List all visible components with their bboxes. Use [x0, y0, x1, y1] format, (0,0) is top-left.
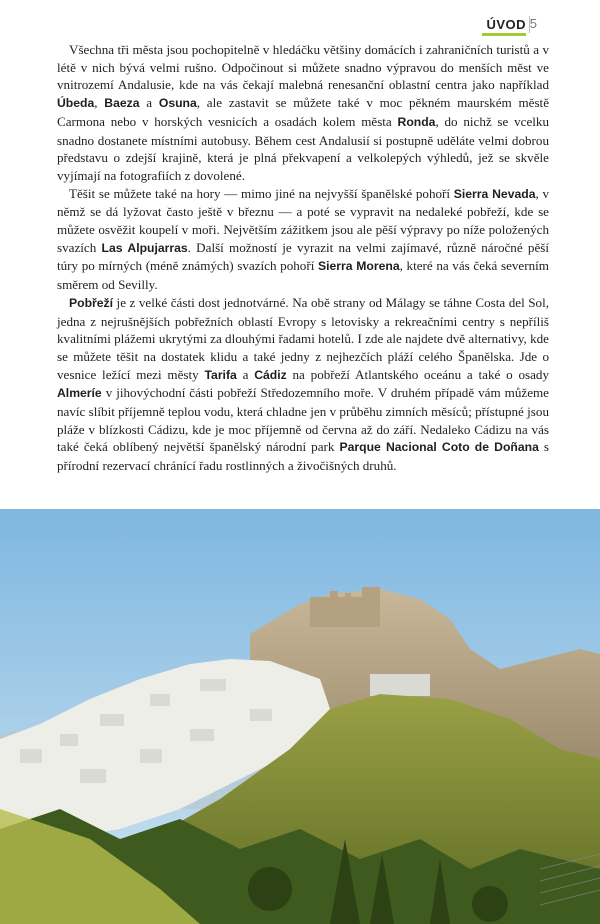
- page-number: 5: [529, 16, 537, 31]
- text-run: a: [139, 95, 159, 111]
- place-name: Las Alpujarras: [101, 240, 188, 255]
- text-run: . Další možností je vyrazit na velmi zajímavé, různě náročné pěší túry po mírných (méně známých) svazích pohoří: [57, 239, 549, 274]
- text-run: Těšit se můžete také na hory — mimo jiné na nejvyšší španělské pohoří: [69, 185, 454, 201]
- place-name: Almeríe: [57, 386, 102, 401]
- text-run: s přírodní rezervací chránící řadu rostlinných a živočišných druhů.: [57, 439, 550, 474]
- text-run: , ale zastavit se můžete také v moc pěkném maurském městě Carmona nebo v horských vesnicích a osadách kolem města: [57, 95, 550, 129]
- text-run: , v němž se dá lyžovat často ještě v březnu — a poté se vypravit na nedaleké pobřeží, kde se můžete osvěžit koupelí v moři. Největším zážitkem jsou ale pěší výpravy po níže položených svazích: [57, 185, 549, 255]
- place-name: Sierra Nevada: [453, 186, 536, 201]
- place-name: Úbeda: [57, 96, 95, 111]
- place-name: Pobřeží: [69, 295, 114, 310]
- page-header: [0, 14, 600, 36]
- body-text: [57, 41, 549, 475]
- text-run: a: [236, 366, 255, 382]
- place-name: Ronda: [397, 114, 436, 129]
- place-name: Parque Nacional Coto de Doñana: [339, 440, 539, 455]
- landscape-photo: [0, 509, 600, 924]
- place-name: Baeza: [104, 96, 140, 111]
- text-run: v jihovýchodní části pobřeží Středozemního moře. V druhém případě vám můžeme navíc slíbit příjemně teplou vodu, která chladne jen v průběhu zimních měsíců; přístupné jsou pláže v blízkosti Cádizu, kde je moc příjemně od června až do září. Nedaleko Cádizu na vás také čeká oblíbený největší španělský národní park: [57, 385, 549, 455]
- text-run: na pobřeží Atlantského oceánu a také o osady: [286, 366, 550, 382]
- place-name: Sierra Morena: [317, 259, 400, 274]
- place-name: Osuna: [158, 96, 197, 111]
- paragraph-mountains: [57, 185, 549, 294]
- text-run: ,: [94, 95, 105, 111]
- text-run: je z velké části dost jednotvárné. Na obě strany od Málagy se táhne Costa del Sol, jedna z nejrušnějších pobřežních oblastí Evropy s letovisky a rekreačními centry s nepříliš kvalitními plážemi ukrytými za dlouhými řadami hotelů. I zde ale najdete dvě alternativy, kde se můžete těšit na dostatek klidu a také jedny z nejhezčích pláží celého Španělska. Jde o vesnice ležící mezi městy: [57, 294, 549, 382]
- place-name: Tarifa: [204, 367, 237, 382]
- place-name: Cádiz: [254, 367, 287, 382]
- text-run: , které na vás čeká severním směrem od Sevilly.: [57, 258, 549, 293]
- section-title: ÚVOD: [486, 17, 526, 32]
- text-run: Všechna tři města jsou pochopitelně v hledáčku většiny domácích i zahraničních turistů a v létě v nich bývá velmi rušno. Odpočinout si můžete snadno výpravou do menších měst ve vnitrozemí Andalusie, kde na vás čekají malebná renesanční oblastní centra jako například: [57, 42, 549, 93]
- section-accent-bar: [482, 33, 526, 36]
- paragraph-intro: [57, 41, 549, 185]
- text-run: , do nichž se vcelku snadno dostanete místními autobusy. Během cest Andalusií si postupně uděláte velmi dobrou představu o zdejší krajině, která je plná překvapení a velkolepých výhledů, jež se skvěle vyjímají na fotografiích z dovolené.: [57, 113, 549, 183]
- paragraph-coast: [57, 294, 549, 475]
